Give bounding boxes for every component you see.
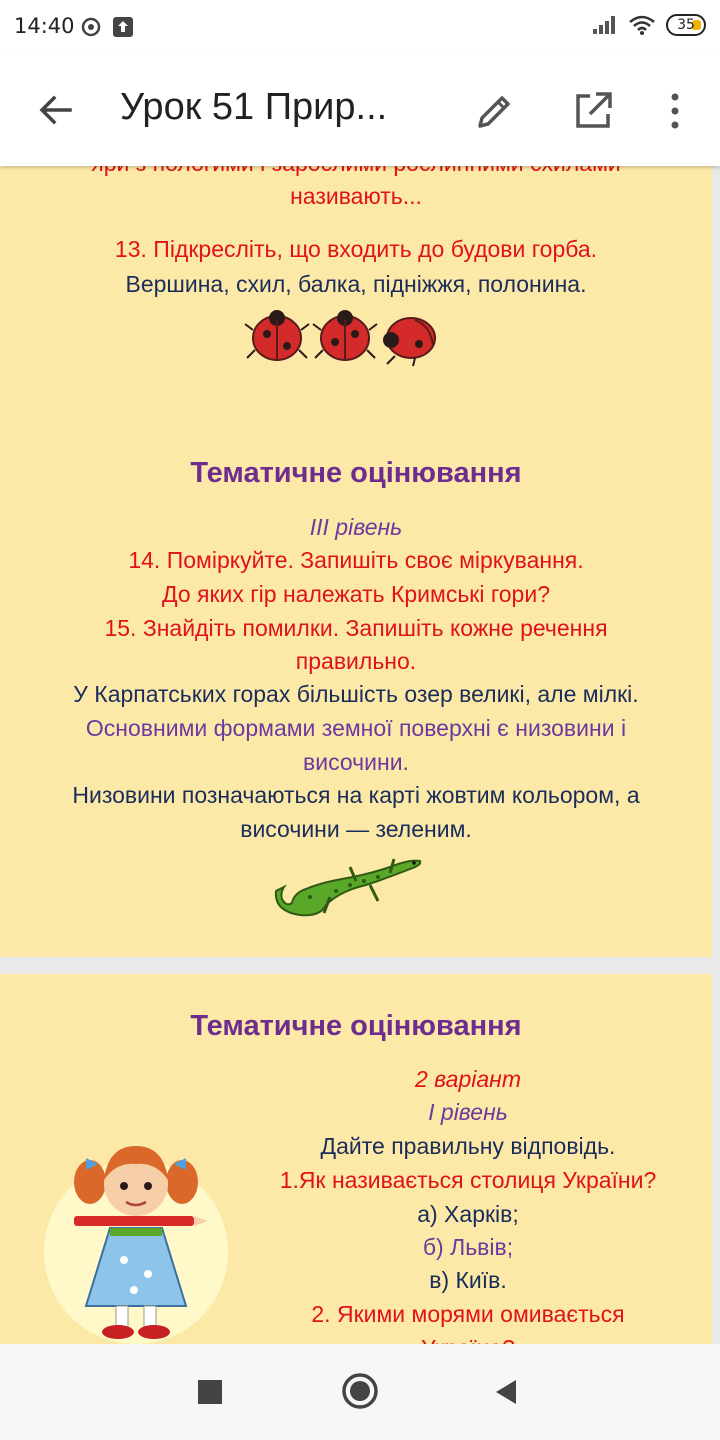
status-right <box>592 14 706 36</box>
sentence-2b: височини. <box>303 749 409 775</box>
answer-a: а) Харків; <box>417 1201 519 1227</box>
slide-thematic-variant-2 <box>0 974 712 1374</box>
question-13-options: Вершина, схил, балка, підніжжя, полонина. <box>125 271 587 297</box>
signal-icon <box>592 15 618 35</box>
slide-heading: Тематичне оцінювання <box>190 1010 522 1042</box>
status-time: 14:40 <box>14 14 75 38</box>
slide-heading: Тематичне оцінювання <box>190 457 522 489</box>
variant-label: 2 варіант <box>415 1066 521 1092</box>
status-notifications <box>80 16 134 38</box>
back-arrow-icon[interactable] <box>32 86 80 134</box>
girl-with-pencil-illustration <box>38 1124 234 1344</box>
question-14-text: До яких гір належать Кримські гори? <box>162 581 550 607</box>
upload-notification-icon <box>112 16 134 38</box>
question-2: 2. Якими морями омивається <box>311 1301 625 1327</box>
question-15-cont: правильно. <box>295 648 417 674</box>
question-13: 13. Підкресліть, що входить до будови горба. <box>114 236 598 262</box>
question-15: 15. Знайдіть помилки. Запишіть кожне речення <box>104 615 608 641</box>
open-external-icon[interactable] <box>570 88 616 134</box>
more-vert-icon[interactable] <box>660 88 690 134</box>
answer-b: б) Львів; <box>422 1234 514 1260</box>
instruction: Дайте правильну відповідь. <box>320 1133 616 1159</box>
app-bar <box>0 56 720 166</box>
status-bar <box>0 0 720 56</box>
system-navigation-bar <box>0 1344 720 1440</box>
battery-indicator <box>666 14 706 36</box>
slide-thematic-level-3 <box>0 421 712 957</box>
sentence-3b: височини — зеленим. <box>240 816 472 842</box>
lizard-illustration <box>270 855 426 927</box>
slides-viewer[interactable] <box>0 166 720 1344</box>
document-title: Урок 51 Прир... <box>120 86 388 128</box>
question-14: 14. Поміркуйте. Запишіть своє міркування. <box>128 547 584 573</box>
question-12-cont: називають... <box>290 183 422 209</box>
recents-square-icon[interactable] <box>196 1378 224 1406</box>
ladybugs-illustration <box>245 306 445 368</box>
edit-pencil-icon[interactable] <box>472 88 518 134</box>
level-label: ІІІ рівень <box>309 514 403 540</box>
answer-c: в) Київ. <box>429 1267 507 1293</box>
battery-level: 35 <box>677 17 695 33</box>
sync-notification-icon <box>80 16 102 38</box>
back-triangle-icon[interactable] <box>492 1378 520 1406</box>
sentence-1: У Карпатських горах більшість озер великі, але мілкі. <box>73 681 639 707</box>
sentence-2a: Основними формами земної поверхні є низовини і <box>85 715 627 741</box>
question-1: 1.Як називається столиця України? <box>279 1167 657 1193</box>
home-circle-icon[interactable] <box>340 1371 380 1411</box>
level-label: І рівень <box>428 1099 508 1125</box>
wifi-icon <box>628 14 656 36</box>
sentence-3a: Низовини позначаються на карті жовтим кольором, а <box>72 782 640 808</box>
